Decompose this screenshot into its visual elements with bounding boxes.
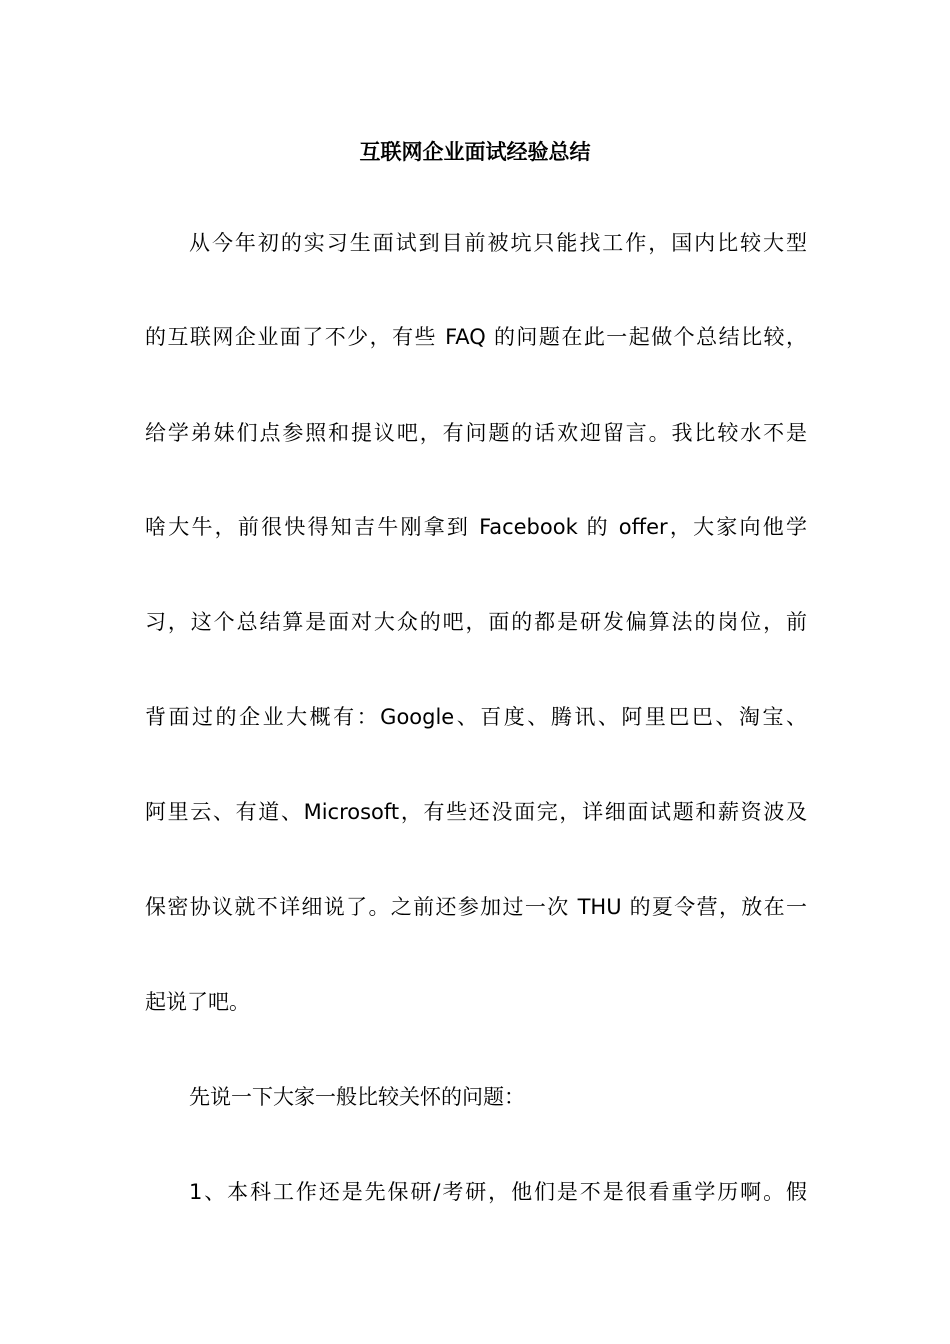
paragraph-line: 背面过的企业大概有：Google、百度、腾讯、阿里巴巴、淘宝、 <box>145 705 807 729</box>
paragraph-line: 先说一下大家一般比较关怀的问题： <box>189 1085 525 1109</box>
paragraph-line: 阿里云、有道、Microsoft，有些还没面完，详细面试题和薪资波及 <box>145 800 807 824</box>
paragraph-line: 从今年初的实习生面试到目前被坑只能找工作，国内比较大型 <box>189 231 807 255</box>
paragraph-line: 保密协议就不详细说了。之前还参加过一次 THU 的夏令营，放在一 <box>145 895 807 919</box>
paragraph-line: 的互联网企业面了不少，有些 FAQ 的问题在此一起做个总结比较， <box>145 325 807 349</box>
paragraph-line: 习，这个总结算是面对大众的吧，面的都是研发偏算法的岗位，前 <box>145 610 807 634</box>
list-item: 1、本科工作还是先保研/考研，他们是不是很看重学历啊。假 <box>189 1180 807 1204</box>
paragraph-line: 给学弟妹们点参照和提议吧，有问题的话欢迎留言。我比较水不是 <box>145 421 807 445</box>
paragraph-line: 啥大牛，前很快得知吉牛刚拿到 Facebook 的 offer，大家向他学 <box>145 515 807 539</box>
document-title: 互联网企业面试经验总结 <box>359 140 591 164</box>
paragraph-line: 起说了吧。 <box>145 990 250 1014</box>
